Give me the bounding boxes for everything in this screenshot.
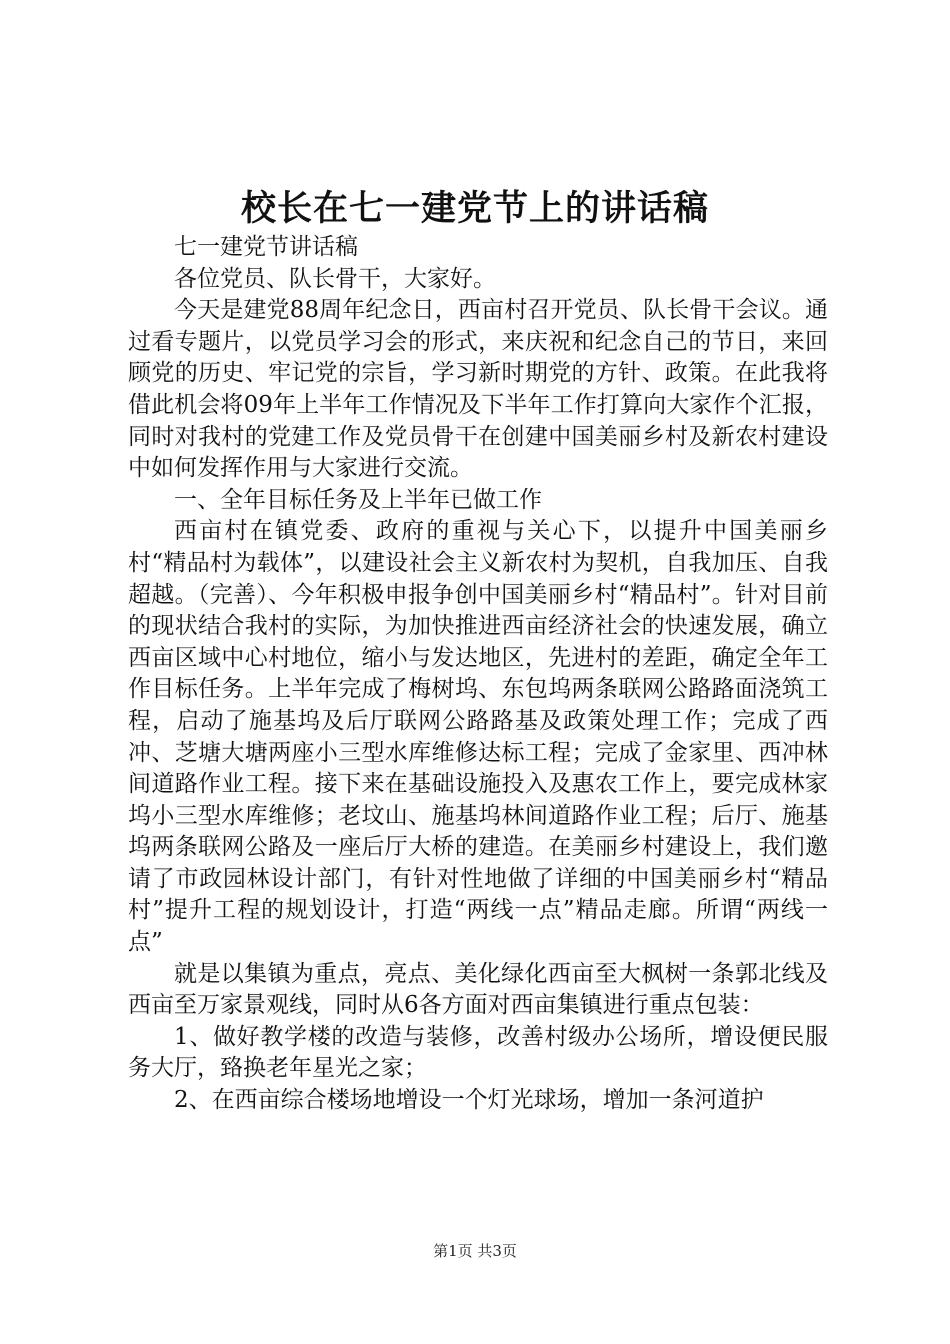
document-body xyxy=(128,232,828,1117)
section-heading: 一、全年目标任务及上半年已做工作 xyxy=(174,486,542,513)
page-footer: 第1页 共3页 xyxy=(433,1242,517,1260)
paragraph-plan: 就是以集镇为重点，亮点、美化绿化西亩至大枫树一条郭北线及西亩至万家景观线，同时从6各方面对西亩集镇进行重点包装： xyxy=(128,960,828,1019)
paragraph-subtitle: 七一建党节讲话稿 xyxy=(174,234,358,260)
paragraph-greeting: 各位党员、队长骨干，大家好。 xyxy=(174,265,496,292)
list-item-2: 2、在西亩综合楼场地增设一个灯光球场，增加一条河道护 xyxy=(174,1087,764,1114)
paragraph-intro: 今天是建党88周年纪念日，西亩村召开党员、队长骨干会议。通过看专题片，以党员学习会的形式，来庆祝和纪念自己的节日，来回顾党的历史、牢记党的宗旨，学习新时期党的方针、政策。在此我将借此机会将09年上半年工作情况及下半年工作打算向大家作个汇报，同时对我村的党建工作及党员骨干在创建中国美丽乡村及新农村建设中如何发挥作用与大家进行交流。 xyxy=(128,297,828,482)
document-title: 校长在七一建党节上的讲话稿 xyxy=(240,188,709,229)
paragraph-progress: 西亩村在镇党委、政府的重视与关心下，以提升中国美丽乡村“精品村为载体”，以建设社会主义新农村为契机，自我加压、自我超越。（完善）、今年积极申报争创中国美丽乡村“精品村”。针对目前的现状结合我村的实际，为加快推进西亩经济社会的快速发展，确立西亩区域中心村地位，缩小与发达地区，先进村的差距，确定全年工作目标任务。上半年完成了梅树坞、东包坞两条联网公路路面浇筑工程，启动了施基坞及后厅联网公路路基及政策处理工作；完成了西冲、芝塘大塘两座小三型水库维修达标工程；完成了金家里、西冲林间道路作业工程。接下来在基础设施投入及惠农工作上，要完成林家坞小三型水库维修；老坟山、施基坞林间道路作业工程；后厅、施基坞两条联网公路及一座后厅大桥的建造。在美丽乡村建设上，我们邀请了市政园林设计部门，有针对性地做了详细的中国美丽乡村“精品村”提升工程的规划设计，打造“两线一点”精品走廊。所谓“两线一点” xyxy=(128,518,828,956)
list-item-1: 1、做好教学楼的改造与装修，改善村级办公场所，增设便民服务大厅，臵换老年星光之家； xyxy=(128,1023,828,1082)
